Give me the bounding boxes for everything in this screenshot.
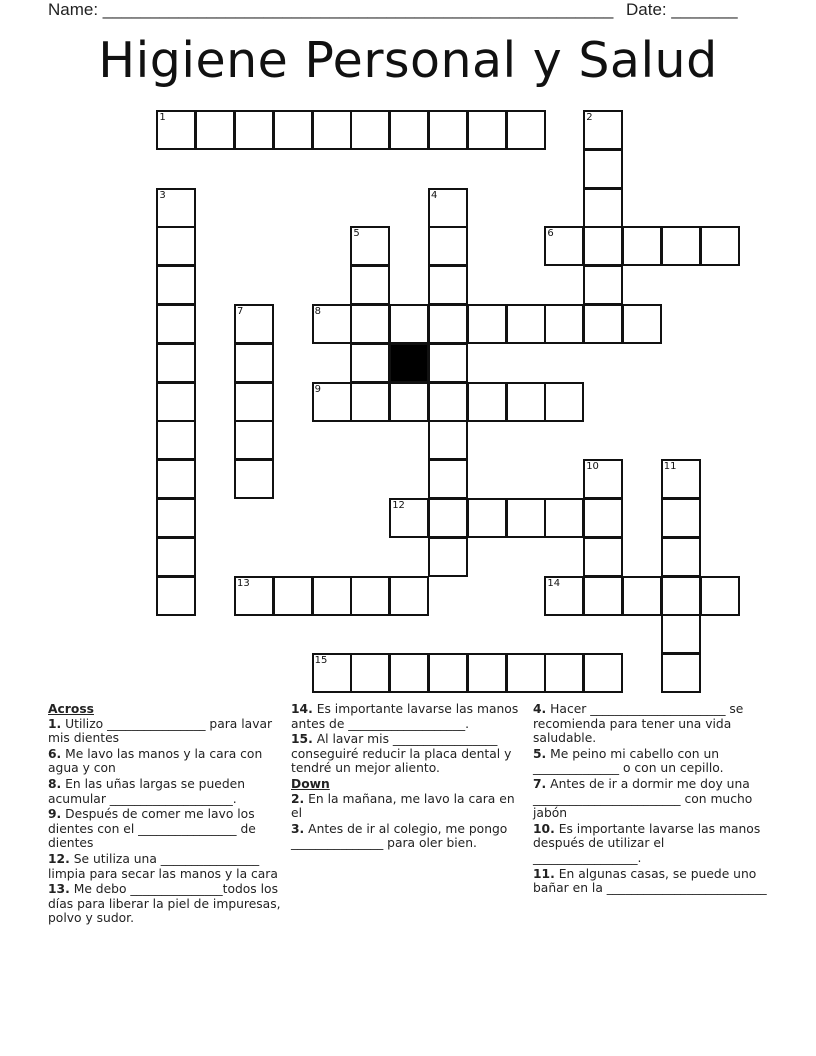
grid-cell[interactable] [234,420,274,460]
black-cell [389,343,429,383]
grid-cell[interactable] [350,110,390,150]
grid-cell[interactable] [350,382,390,422]
grid-cell[interactable] [506,382,546,422]
grid-cell[interactable] [389,576,429,616]
grid-cell[interactable] [467,382,507,422]
clue-item [533,822,769,866]
grid-cell[interactable] [661,537,701,577]
grid-cell[interactable] [661,653,701,693]
clue-item [48,777,284,806]
clue-number-12: 12 [392,500,405,511]
grid-cell[interactable] [234,110,274,150]
grid-cell[interactable] [350,576,390,616]
grid-cell[interactable] [506,304,546,344]
grid-cell[interactable] [389,110,429,150]
grid-cell[interactable] [156,343,196,383]
clue-item-text: En algunas casas, se puede uno bañar en la __________________________ [533,866,767,896]
clue-item-number: 7. [533,776,547,791]
grid-cell[interactable] [156,304,196,344]
clue-number-1: 1 [159,112,166,123]
grid-cell[interactable] [156,382,196,422]
name-field-label[interactable]: Name: ______________________________________________________ [48,0,614,19]
grid-cell[interactable] [156,498,196,538]
clues-column-3 [533,702,769,897]
grid-cell[interactable] [273,110,313,150]
clue-item-text: Es importante lavarse las manos antes de ___________________. [291,702,519,731]
clue-item-number: 1. [48,716,62,731]
grid-cell[interactable] [428,226,468,266]
grid-cell[interactable] [389,382,429,422]
clue-number-4: 4 [431,189,438,201]
grid-cell[interactable] [350,304,390,344]
grid-cell[interactable] [156,265,196,305]
clue-item-number: 4. [533,702,547,716]
clue-item-text: Al lavar mis _________________ conseguiré reducir la placa dental y tendré un mejor aliento. [291,732,512,776]
grid-cell[interactable] [273,576,313,616]
clue-item [533,867,769,896]
grid-cell[interactable] [156,226,196,266]
clue-item-text: Después de comer me lavo los dientes con el ________________ de dientes [48,807,256,851]
grid-cell[interactable] [350,265,390,305]
clue-item [291,732,525,776]
clue-item-number: 12. [48,851,70,866]
grid-cell[interactable] [506,498,546,538]
clue-item-text: Se utiliza una ________________ limpia para secar las manos y la cara [48,851,278,881]
grid-cell[interactable] [234,343,274,383]
clue-number-3: 3 [159,189,166,201]
clue-number-6: 6 [547,228,554,240]
clue-number-7: 7 [237,306,244,317]
clue-item [291,702,525,731]
grid-cell[interactable] [428,110,468,150]
clues-column-1 [48,702,284,927]
grid-cell[interactable] [544,382,584,422]
clue-item [533,702,769,746]
clue-item-number: 5. [533,746,547,761]
clue-item [48,882,284,926]
clue-item [48,807,284,851]
grid-cell[interactable] [389,653,429,693]
clue-item-text: En la mañana, me lavo la cara en el [291,791,515,821]
clue-item-text: Me peino mi cabello con un ______________ o con un cepillo. [533,746,724,776]
clue-item-number: 11. [533,866,555,881]
clue-item-number: 10. [533,821,555,836]
clue-item [48,717,284,746]
grid-cell[interactable] [661,614,701,654]
clue-item [48,747,284,776]
grid-cell[interactable] [428,304,468,344]
grid-cell[interactable] [544,304,584,344]
across-heading: Across [48,702,94,716]
grid-cell[interactable] [661,576,701,616]
clue-item-number: 14. [291,702,313,716]
grid-cell[interactable] [583,537,623,577]
grid-cell[interactable] [467,110,507,150]
clue-item-number: 8. [48,776,62,791]
grid-cell[interactable] [428,537,468,577]
clue-item-text: Utilizo ________________ para lavar mis dientes [48,716,273,746]
grid-cell[interactable] [156,459,196,499]
grid-cell[interactable] [195,110,235,150]
clue-number-2: 2 [586,112,593,123]
grid-cell[interactable] [234,459,274,499]
clue-item-text: Antes de ir al colegio, me pongo _______________ para oler bien. [291,821,508,851]
clue-item [48,852,284,881]
grid-cell[interactable] [544,498,584,538]
clue-item-text: Hacer ______________________ se recomienda para tener una vida saludable. [533,702,744,746]
clue-item-text: Antes de ir a dormir me doy una ________________________ con mucho jabón [533,776,753,821]
grid-cell[interactable] [467,304,507,344]
grid-cell[interactable] [622,576,662,616]
clue-number-9: 9 [314,383,321,395]
grid-cell[interactable] [583,653,623,693]
grid-cell[interactable] [428,265,468,305]
grid-cell[interactable] [506,110,546,150]
grid-cell[interactable] [350,653,390,693]
clue-item-text: Es importante lavarse las manos después de utilizar el _________________. [533,821,761,865]
grid-cell[interactable] [661,226,701,266]
clue-item [533,747,769,776]
grid-cell[interactable] [234,382,274,422]
grid-cell[interactable] [428,420,468,460]
grid-cell[interactable] [583,304,623,344]
grid-cell[interactable] [467,498,507,538]
clue-item-number: 13. [48,882,70,897]
clues-column-2 [291,702,525,852]
grid-cell[interactable] [583,498,623,538]
grid-cell[interactable] [389,304,429,344]
grid-cell[interactable] [428,498,468,538]
clue-number-13: 13 [237,577,250,589]
grid-cell[interactable] [661,498,701,538]
clue-number-5: 5 [353,228,360,240]
grid-cell[interactable] [428,653,468,693]
clue-item [533,777,769,821]
clue-item-number: 15. [291,732,313,747]
grid-cell[interactable] [312,576,352,616]
grid-cell[interactable] [506,653,546,693]
clue-number-8: 8 [314,306,321,317]
clue-item [291,792,525,821]
clue-item-number: 2. [291,791,305,806]
clue-item-number: 6. [48,746,62,761]
grid-cell[interactable] [350,343,390,383]
clue-item [291,822,525,851]
grid-cell[interactable] [583,265,623,305]
grid-cell[interactable] [622,226,662,266]
down-heading: Down [291,776,330,791]
grid-cell[interactable] [583,576,623,616]
clue-number-11: 11 [663,461,677,473]
grid-cell[interactable] [156,537,196,577]
date-field-label[interactable]: Date: _______ [626,0,738,19]
clue-item-number: 3. [291,821,305,836]
grid-cell[interactable] [467,653,507,693]
grid-cell[interactable] [428,382,468,422]
grid-cell[interactable] [428,343,468,383]
grid-cell[interactable] [700,576,740,616]
clue-item-text: Me lavo las manos y la cara con agua y con [48,746,263,776]
grid-cell[interactable] [312,110,352,150]
clue-number-10: 10 [586,461,599,473]
grid-cell[interactable] [156,576,196,616]
grid-cell[interactable] [583,149,623,189]
clue-item-number: 9. [48,807,62,822]
grid-cell[interactable] [583,226,623,266]
grid-cell[interactable] [583,188,623,228]
clue-number-14: 14 [547,577,561,589]
grid-cell[interactable] [428,459,468,499]
grid-cell[interactable] [700,226,740,266]
grid-cell[interactable] [622,304,662,344]
clue-number-15: 15 [314,655,328,667]
grid-cell[interactable] [544,653,584,693]
clue-item-text: Me debo _______________todos los días para liberar la piel de impuresas, polvo y sudor. [48,882,281,926]
clue-item-text: En las uñas largas se pueden acumular ____________________. [48,776,245,806]
grid-cell[interactable] [156,420,196,460]
page-title: Higiene Personal y Salud [98,32,718,89]
